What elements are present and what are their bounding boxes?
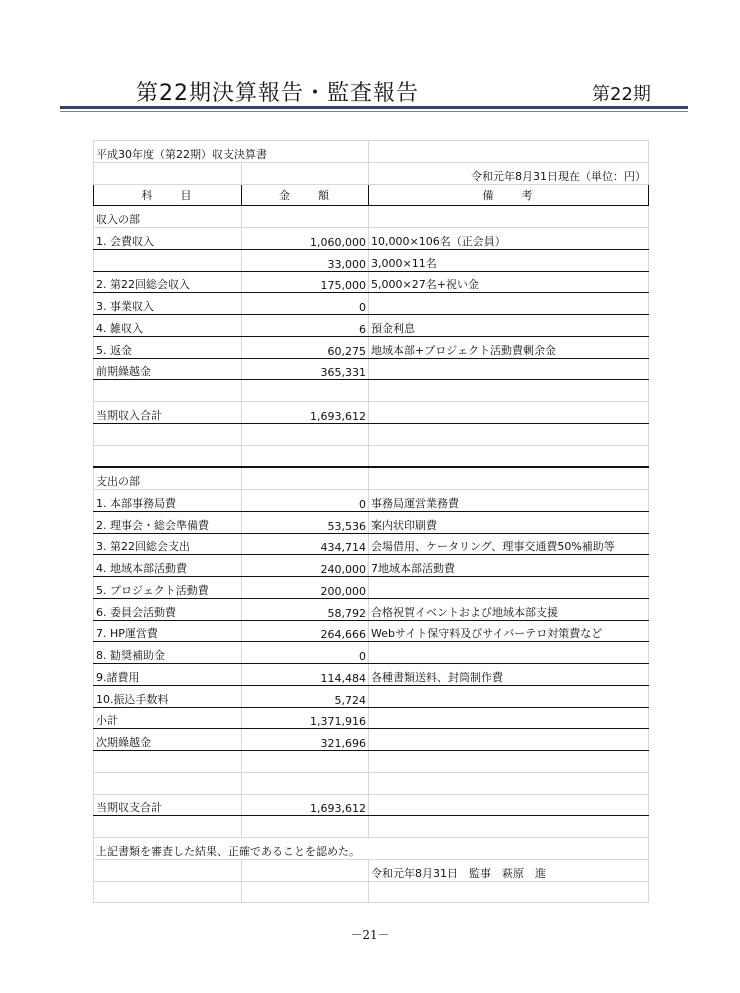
- page-number: －21－: [350, 928, 390, 942]
- table-row: [94, 490, 649, 512]
- statement-title: 平成30年度（第22期）収支決算書: [94, 141, 369, 163]
- row-note: 10,000×106名（正会員）: [369, 228, 649, 250]
- row-item: 3. 事業収入: [94, 293, 242, 315]
- table-row: [94, 555, 649, 577]
- expense-heading: 支出の部: [94, 467, 242, 489]
- row-item: 2. 第22回総会収入: [94, 271, 242, 293]
- table-row: [94, 271, 649, 293]
- table-row: [94, 577, 649, 599]
- row-note: 案内状印刷費: [369, 511, 649, 533]
- row-amount: 0: [242, 293, 369, 315]
- audit-statement: 上記書類を審査した結果、正確であることを認めた。: [94, 838, 649, 860]
- row-item: 1. 本部事務局費: [94, 490, 242, 512]
- statement-table: [93, 140, 649, 903]
- column-header-note: 備 考: [369, 184, 649, 206]
- row-note: [369, 685, 649, 707]
- table-row: [94, 511, 649, 533]
- table-row: [94, 293, 649, 315]
- row-note: 各種書類送料、封筒制作費: [369, 664, 649, 686]
- row-item: 5. プロジェクト活動費: [94, 577, 242, 599]
- audit-signature: 令和元年8月31日 監事 萩原 進: [369, 859, 649, 881]
- table-row: [94, 315, 649, 337]
- row-note: [369, 707, 649, 729]
- row-amount: 1,371,916: [242, 707, 369, 729]
- page-title: 第22期決算報告・監査報告: [136, 81, 419, 106]
- table-row: [94, 598, 649, 620]
- row-amount: 60,275: [242, 336, 369, 358]
- row-item: 3. 第22回総会支出: [94, 533, 242, 555]
- row-note: 3,000×11名: [369, 249, 649, 271]
- row-note: [369, 358, 649, 380]
- row-item: 2. 理事会・総会準備費: [94, 511, 242, 533]
- row-amount: 1,060,000: [242, 228, 369, 250]
- row-item: [94, 249, 242, 271]
- total-label: 当期収入合計: [94, 402, 242, 424]
- row-amount: 264,666: [242, 620, 369, 642]
- row-amount: 175,000: [242, 271, 369, 293]
- row-note: 5,000×27名+祝い金: [369, 271, 649, 293]
- row-amount: 240,000: [242, 555, 369, 577]
- table-row: [94, 685, 649, 707]
- row-amount: 0: [242, 642, 369, 664]
- row-amount: 200,000: [242, 577, 369, 599]
- row-amount: 365,331: [242, 358, 369, 380]
- row-item: 次期繰越金: [94, 729, 242, 751]
- row-item: 9.諸費用: [94, 664, 242, 686]
- total-label: 当期収支合計: [94, 794, 242, 816]
- header-rule: [60, 106, 688, 109]
- row-item: 8. 勧奨補助金: [94, 642, 242, 664]
- row-item: 1. 会費収入: [94, 228, 242, 250]
- income-heading: 収入の部: [94, 206, 242, 228]
- row-item: 10.振込手数料: [94, 685, 242, 707]
- table-row: [94, 533, 649, 555]
- table-row: [94, 620, 649, 642]
- table-row: [94, 664, 649, 686]
- total-row: [94, 794, 649, 816]
- row-amount: 114,484: [242, 664, 369, 686]
- column-header-item: 科 目: [94, 184, 242, 206]
- total-amount: 1,693,612: [242, 794, 369, 816]
- row-item: 7. HP運営費: [94, 620, 242, 642]
- row-amount: 321,696: [242, 729, 369, 751]
- financial-statement-sheet: [93, 140, 648, 903]
- table-row: [94, 729, 649, 751]
- row-note: 地域本部+プロジェクト活動費剰余金: [369, 336, 649, 358]
- row-amount: 5,724: [242, 685, 369, 707]
- row-amount: 53,536: [242, 511, 369, 533]
- row-item: 前期繰越金: [94, 358, 242, 380]
- period-label: 第22期: [592, 84, 651, 105]
- row-note: [369, 577, 649, 599]
- as-of-date: 令和元年8月31日現在（単位：円）: [369, 162, 649, 184]
- total-amount: 1,693,612: [242, 402, 369, 424]
- column-header-amount: 金 額: [242, 184, 369, 206]
- row-note: [369, 642, 649, 664]
- table-row: [94, 228, 649, 250]
- row-amount: 58,792: [242, 598, 369, 620]
- table-row: [94, 358, 649, 380]
- row-note: [369, 293, 649, 315]
- row-amount: 0: [242, 490, 369, 512]
- row-note: [369, 729, 649, 751]
- row-amount: 33,000: [242, 249, 369, 271]
- row-item: 4. 地域本部活動費: [94, 555, 242, 577]
- row-note: 事務局運営業務費: [369, 490, 649, 512]
- table-row: [94, 336, 649, 358]
- header-rule-thin: [60, 111, 688, 112]
- row-item: 小計: [94, 707, 242, 729]
- total-row: [94, 402, 649, 424]
- row-note: 7地域本部活動費: [369, 555, 649, 577]
- row-item: 5. 返金: [94, 336, 242, 358]
- row-note: Webサイト保守料及びサイバーテロ対策費など: [369, 620, 649, 642]
- table-row: [94, 249, 649, 271]
- row-amount: 434,714: [242, 533, 369, 555]
- table-row: [94, 642, 649, 664]
- row-note: 会場借用、ケータリング、理事交通費50%補助等: [369, 533, 649, 555]
- row-item: 6. 委員会活動費: [94, 598, 242, 620]
- row-note: 合格祝賀イベントおよび地域本部支援: [369, 598, 649, 620]
- row-item: 4. 雑収入: [94, 315, 242, 337]
- row-amount: 6: [242, 315, 369, 337]
- row-note: 預金利息: [369, 315, 649, 337]
- table-row: [94, 707, 649, 729]
